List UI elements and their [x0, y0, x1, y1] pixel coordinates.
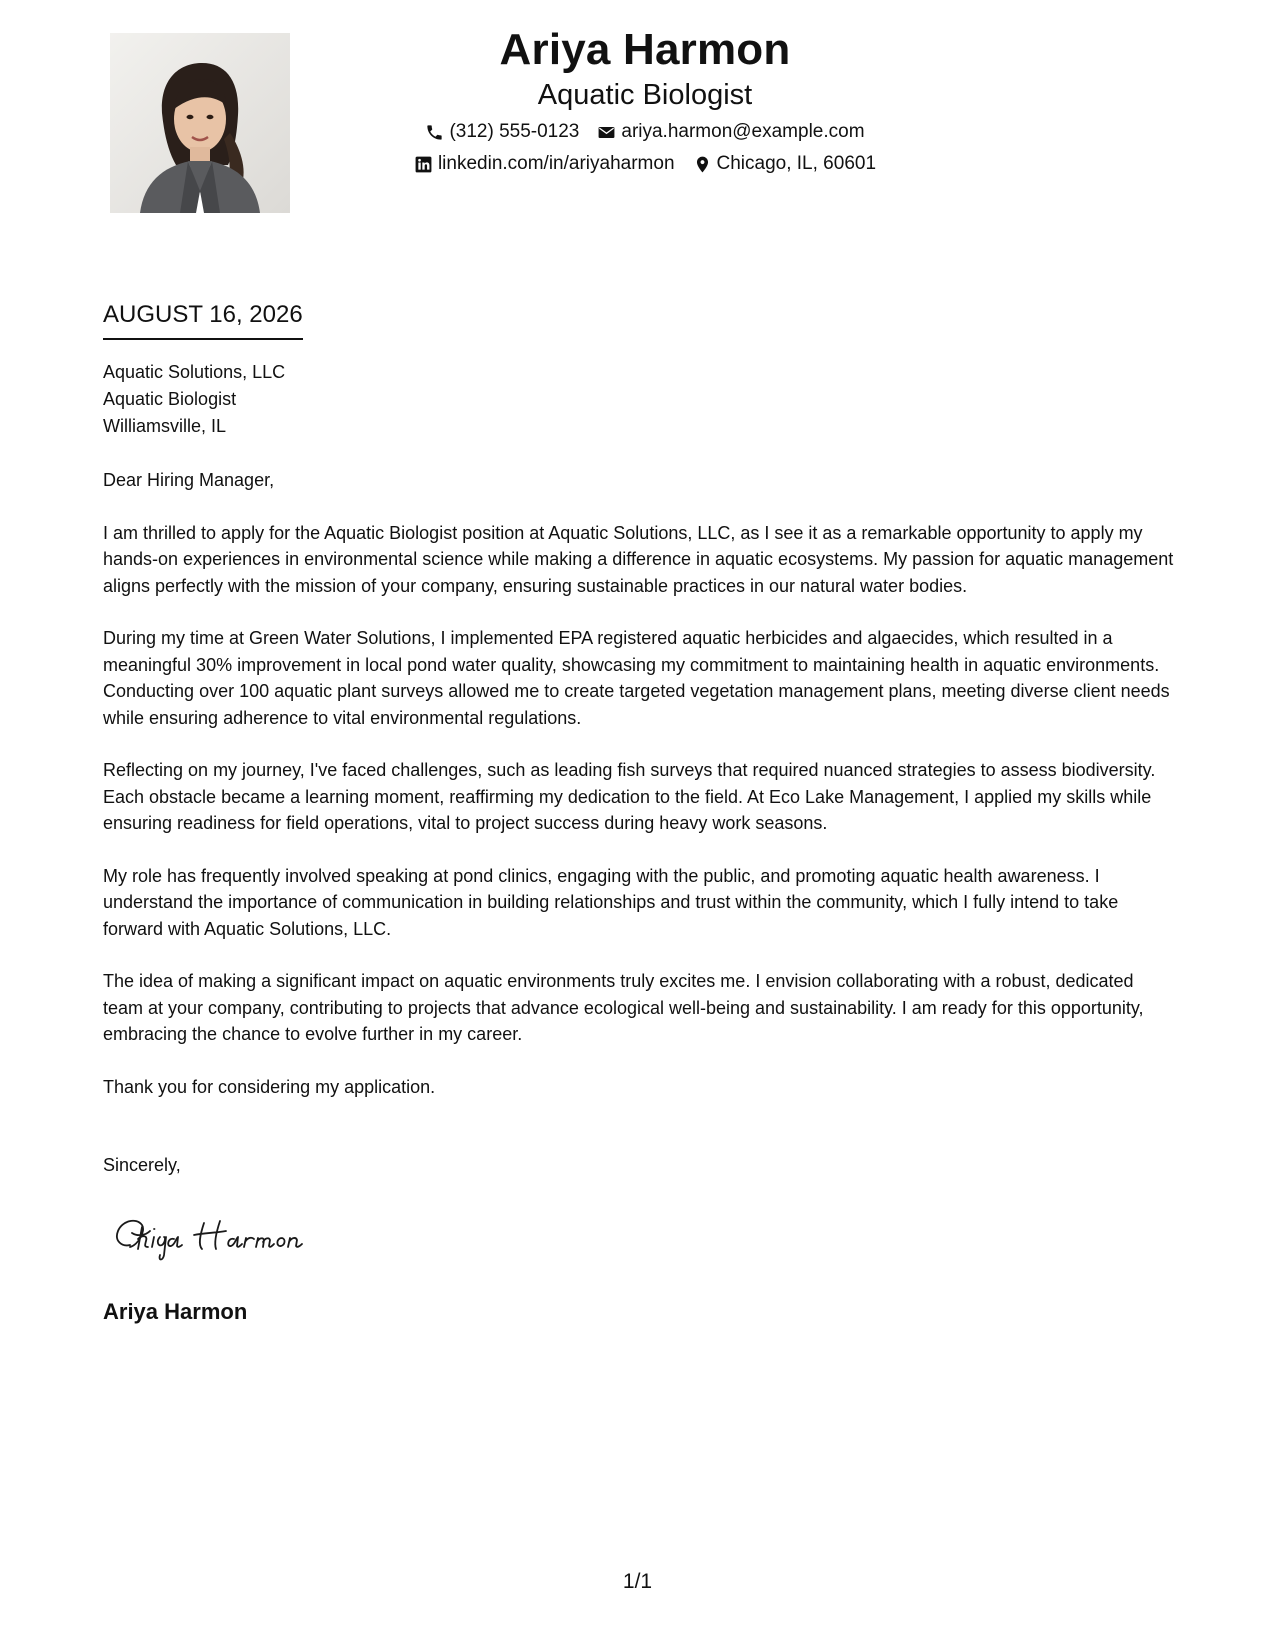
applicant-name: Ariya Harmon — [499, 25, 791, 74]
recipient-company: Aquatic Solutions, LLC — [103, 362, 286, 382]
paragraph-1: I am thrilled to apply for the Aquatic Biologist position at Aquatic Solutions, LLC, as I see it as a remarkable opportunity to apply my hands-on experiences in environmental science while making a difference in aquatic ecosystems. My passion for aquatic management aligns perfectly with the mission of your company, ensuring sustainable practices in our natural water bodies. — [103, 522, 1174, 596]
contact-email[interactable] — [597, 116, 864, 148]
contact-phone[interactable] — [425, 116, 579, 148]
contact-location — [693, 148, 877, 180]
phone-icon — [425, 123, 444, 142]
letter-date: AUGUST 16, 2026 — [103, 300, 303, 340]
salutation: Dear Hiring Manager, — [103, 470, 275, 490]
contact-line-1 — [0, 116, 1275, 148]
linkedin-text: linkedin.com/in/ariyaharmon — [437, 153, 675, 174]
handwritten-signature — [108, 1205, 358, 1265]
paragraph-4: My role has frequently involved speaking at pond clinics, engaging with the public, and promoting aquatic health awareness. I understand the importance of communication in building relationships and trust within the community, which I fully intend to take forward with Aquatic Solutions, LLC. — [103, 865, 1119, 939]
closing: Sincerely, — [103, 1155, 181, 1175]
paragraph-3: Reflecting on my journey, I've faced challenges, such as leading fish surveys that required nuanced strategies to assess biodiversity. Each obstacle became a learning moment, reaffirming my dedication to the field. At Eco Lake Management, I applied my skills while ensuring readiness for field operations, vital to project success during heavy work seasons. — [103, 760, 1156, 833]
email-text: ariya.harmon@example.com — [621, 121, 865, 142]
envelope-icon — [597, 123, 616, 142]
paragraph-2: During my time at Green Water Solutions, I implemented EPA registered aquatic herbicides and algaecides, which resulted in a meaningful 30% improvement in local pond water quality, showcasing my commitment to maintaining health in aquatic environments. Conducting over 100 aquatic plant surveys allowed me to create targeted vegetation management plans, meeting diverse client needs while ensuring adherence to vital environmental regulations. — [103, 628, 1170, 728]
page-number: 1/1 — [622, 1570, 653, 1593]
contact-linkedin[interactable] — [414, 148, 675, 180]
map-pin-icon — [693, 155, 712, 174]
location-text: Chicago, IL, 60601 — [716, 153, 877, 174]
contact-line-2 — [0, 148, 1275, 180]
recipient-position: Aquatic Biologist — [103, 389, 237, 409]
signer-name: Ariya Harmon — [103, 1299, 248, 1324]
letter-body — [103, 467, 1178, 1126]
letter-header — [0, 22, 1275, 180]
applicant-role: Aquatic Biologist — [537, 79, 753, 111]
recipient-block — [103, 359, 285, 440]
phone-text: (312) 555-0123 — [449, 121, 580, 142]
paragraph-5: The idea of making a significant impact on aquatic environments truly excites me. I envision collaborating with a robust, dedicated team at your company, contributing to projects that advance ecological well-being and sustainability. I am ready for this opportunity, embracing the chance to evolve further in my career. — [103, 971, 1144, 1044]
recipient-location: Williamsville, IL — [103, 416, 227, 436]
paragraph-thanks: Thank you for considering my application. — [103, 1076, 436, 1097]
linkedin-icon — [414, 155, 433, 174]
